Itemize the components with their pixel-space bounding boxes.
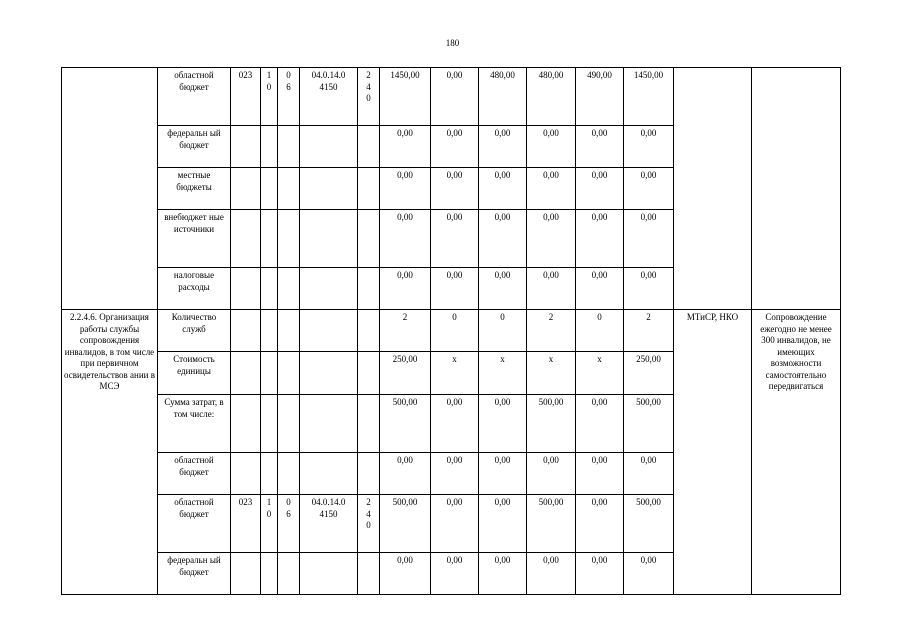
funding-source-cell: Количество служб bbox=[158, 310, 231, 352]
kbk-type-cell-part: 2 bbox=[366, 497, 371, 507]
amount-cell: 0,00 bbox=[576, 495, 624, 553]
amount-cell: 480,00 bbox=[527, 68, 576, 126]
kbk-target-cell bbox=[300, 352, 358, 395]
kbk-section-cell-part: 0 bbox=[266, 508, 272, 519]
table-row bbox=[62, 310, 841, 352]
funding-source-cell: областной бюджет bbox=[158, 453, 231, 495]
kbk-subsection-cell bbox=[278, 352, 300, 395]
amount-cell: 0,00 bbox=[380, 268, 431, 310]
kbk-admin-cell bbox=[231, 268, 261, 310]
amount-cell: х bbox=[527, 352, 576, 395]
amount-cell: х bbox=[576, 352, 624, 395]
funding-source-cell: Сумма затрат, в том числе: bbox=[158, 395, 231, 453]
kbk-admin-cell bbox=[231, 453, 261, 495]
amount-cell: 0,00 bbox=[527, 126, 576, 168]
kbk-admin-cell bbox=[231, 395, 261, 453]
amount-cell: 0,00 bbox=[527, 268, 576, 310]
kbk-type-cell-part: 2 bbox=[366, 70, 371, 80]
amount-cell: 0,00 bbox=[527, 210, 576, 268]
kbk-subsection-cell bbox=[278, 68, 300, 126]
kbk-subsection-cell bbox=[278, 395, 300, 453]
amount-cell: 250,00 bbox=[624, 352, 674, 395]
amount-cell: 0,00 bbox=[624, 553, 674, 595]
blank-result-cell bbox=[752, 68, 841, 310]
kbk-section-cell bbox=[261, 126, 278, 168]
amount-cell: 0,00 bbox=[380, 553, 431, 595]
amount-cell: 480,00 bbox=[479, 68, 527, 126]
kbk-admin-cell: 023 bbox=[231, 495, 261, 553]
amount-cell: 0,00 bbox=[431, 210, 479, 268]
kbk-target-cell bbox=[300, 68, 358, 126]
amount-cell: 500,00 bbox=[527, 395, 576, 453]
amount-cell: 0,00 bbox=[380, 168, 431, 210]
kbk-target-cell bbox=[300, 168, 358, 210]
amount-cell: 0,00 bbox=[479, 210, 527, 268]
amount-cell: 0,00 bbox=[527, 453, 576, 495]
kbk-section-cell-part: 1 bbox=[266, 497, 272, 507]
blank-activity-cell bbox=[62, 68, 158, 310]
kbk-subsection-cell-part: 0 bbox=[286, 497, 291, 507]
kbk-target-cell bbox=[300, 126, 358, 168]
kbk-type-cell bbox=[358, 210, 380, 268]
amount-cell: 0,00 bbox=[576, 453, 624, 495]
amount-cell: 0,00 bbox=[479, 453, 527, 495]
amount-cell: 0,00 bbox=[380, 210, 431, 268]
amount-cell: 2 bbox=[380, 310, 431, 352]
funding-source-cell: областной бюджет bbox=[158, 495, 231, 553]
amount-cell: 0,00 bbox=[576, 168, 624, 210]
kbk-target-cell-part: 4150 bbox=[319, 508, 338, 519]
kbk-type-cell-part: 0 bbox=[366, 520, 371, 530]
kbk-type-cell-part: 4 bbox=[366, 81, 371, 92]
amount-cell: 0,00 bbox=[479, 268, 527, 310]
kbk-target-cell bbox=[300, 268, 358, 310]
amount-cell: 0 bbox=[431, 310, 479, 352]
table-row bbox=[62, 68, 841, 126]
kbk-section-cell bbox=[261, 453, 278, 495]
kbk-section-cell bbox=[261, 553, 278, 595]
kbk-target-cell bbox=[300, 395, 358, 453]
funding-source-cell: внебюджет ные источники bbox=[158, 210, 231, 268]
kbk-target-cell-part: 04.0.14.0 bbox=[311, 70, 346, 80]
kbk-type-cell bbox=[358, 553, 380, 595]
activity-section bbox=[62, 310, 841, 595]
kbk-subsection-cell bbox=[278, 553, 300, 595]
kbk-section-cell bbox=[261, 495, 278, 553]
amount-cell: 0,00 bbox=[624, 168, 674, 210]
kbk-section-cell bbox=[261, 68, 278, 126]
kbk-target-cell-part: 04.0.14.0 bbox=[311, 497, 346, 507]
kbk-admin-cell bbox=[231, 126, 261, 168]
kbk-subsection-cell bbox=[278, 126, 300, 168]
kbk-admin-cell bbox=[231, 352, 261, 395]
kbk-section-cell bbox=[261, 168, 278, 210]
amount-cell: 0,00 bbox=[431, 495, 479, 553]
amount-cell: 0,00 bbox=[624, 268, 674, 310]
amount-cell: 0,00 bbox=[431, 395, 479, 453]
funding-source-cell: федеральн ый бюджет bbox=[158, 553, 231, 595]
amount-cell: 500,00 bbox=[527, 495, 576, 553]
amount-cell: 1450,00 bbox=[624, 68, 674, 126]
kbk-target-cell bbox=[300, 453, 358, 495]
funding-source-cell: областной бюджет bbox=[158, 68, 231, 126]
kbk-section-cell-part: 1 bbox=[266, 70, 272, 80]
amount-cell: 0,00 bbox=[380, 126, 431, 168]
kbk-subsection-cell bbox=[278, 453, 300, 495]
amount-cell: 0,00 bbox=[479, 553, 527, 595]
kbk-subsection-cell bbox=[278, 268, 300, 310]
blank-executor-cell bbox=[674, 68, 752, 310]
amount-cell: 0 bbox=[479, 310, 527, 352]
kbk-section-cell bbox=[261, 268, 278, 310]
budget-table bbox=[61, 67, 841, 595]
kbk-admin-cell bbox=[231, 553, 261, 595]
amount-cell: 250,00 bbox=[380, 352, 431, 395]
amount-cell: 0,00 bbox=[479, 168, 527, 210]
kbk-section-cell bbox=[261, 395, 278, 453]
amount-cell: 0,00 bbox=[576, 395, 624, 453]
amount-cell: 0,00 bbox=[479, 395, 527, 453]
kbk-subsection-cell bbox=[278, 495, 300, 553]
amount-cell: 500,00 bbox=[624, 495, 674, 553]
amount-cell: 0,00 bbox=[431, 453, 479, 495]
amount-cell: 0,00 bbox=[576, 210, 624, 268]
kbk-admin-cell bbox=[231, 168, 261, 210]
amount-cell: 0,00 bbox=[624, 453, 674, 495]
kbk-type-cell bbox=[358, 495, 380, 553]
kbk-target-cell-part: 4150 bbox=[319, 81, 338, 92]
amount-cell: 0,00 bbox=[527, 168, 576, 210]
funding-source-cell: федеральн ый бюджет bbox=[158, 126, 231, 168]
amount-cell: 500,00 bbox=[380, 395, 431, 453]
page-number: 180 bbox=[445, 38, 460, 48]
amount-cell: 500,00 bbox=[380, 495, 431, 553]
kbk-subsection-cell-part: 6 bbox=[286, 81, 291, 92]
kbk-section-cell bbox=[261, 210, 278, 268]
kbk-type-cell bbox=[358, 68, 380, 126]
amount-cell: 0,00 bbox=[624, 126, 674, 168]
amount-cell: 0,00 bbox=[479, 126, 527, 168]
amount-cell: 0,00 bbox=[624, 210, 674, 268]
amount-cell: 0,00 bbox=[431, 126, 479, 168]
kbk-type-cell bbox=[358, 352, 380, 395]
kbk-subsection-cell-part: 6 bbox=[286, 508, 291, 519]
kbk-admin-cell: 023 bbox=[231, 68, 261, 126]
kbk-type-cell bbox=[358, 126, 380, 168]
funding-source-cell: налоговые расходы bbox=[158, 268, 231, 310]
amount-cell: х bbox=[479, 352, 527, 395]
funding-source-cell: Стоимость единицы bbox=[158, 352, 231, 395]
kbk-target-cell bbox=[300, 495, 358, 553]
funding-source-cell: местные бюджеты bbox=[158, 168, 231, 210]
kbk-type-cell-part: 4 bbox=[366, 508, 371, 519]
kbk-admin-cell bbox=[231, 310, 261, 352]
amount-cell: 0,00 bbox=[576, 268, 624, 310]
kbk-type-cell bbox=[358, 168, 380, 210]
kbk-target-cell bbox=[300, 553, 358, 595]
kbk-section-cell bbox=[261, 352, 278, 395]
amount-cell: 0,00 bbox=[431, 168, 479, 210]
kbk-subsection-cell bbox=[278, 210, 300, 268]
kbk-subsection-cell bbox=[278, 310, 300, 352]
kbk-type-cell bbox=[358, 268, 380, 310]
amount-cell: 500,00 bbox=[624, 395, 674, 453]
amount-cell: 0,00 bbox=[576, 553, 624, 595]
amount-cell: 0,00 bbox=[431, 553, 479, 595]
amount-cell: 490,00 bbox=[576, 68, 624, 126]
kbk-type-cell bbox=[358, 395, 380, 453]
executor-cell: МТиСР, НКО bbox=[674, 310, 752, 595]
kbk-target-cell bbox=[300, 210, 358, 268]
amount-cell: 2 bbox=[527, 310, 576, 352]
amount-cell: х bbox=[431, 352, 479, 395]
kbk-type-cell-part: 0 bbox=[366, 93, 371, 103]
kbk-subsection-cell-part: 0 bbox=[286, 70, 291, 80]
kbk-section-cell-part: 0 bbox=[266, 81, 272, 92]
amount-cell: 0,00 bbox=[527, 553, 576, 595]
amount-cell: 0,00 bbox=[479, 495, 527, 553]
amount-cell: 0 bbox=[576, 310, 624, 352]
amount-cell: 0,00 bbox=[576, 126, 624, 168]
amount-cell: 0,00 bbox=[431, 68, 479, 126]
kbk-target-cell bbox=[300, 310, 358, 352]
amount-cell: 2 bbox=[624, 310, 674, 352]
upper-section bbox=[62, 68, 841, 310]
kbk-admin-cell bbox=[231, 210, 261, 268]
kbk-section-cell bbox=[261, 310, 278, 352]
activity-title-cell: 2.2.4.6. Организация работы службы сопровождения инвалидов, в том числе при первичном освидетельствов ании в МСЭ bbox=[62, 310, 158, 595]
kbk-subsection-cell bbox=[278, 168, 300, 210]
expected-result-cell: Сопровождение ежегодно не менее 300 инвалидов, не имеющих возможности самостоятельно передвигаться bbox=[752, 310, 841, 595]
amount-cell: 1450,00 bbox=[380, 68, 431, 126]
amount-cell: 0,00 bbox=[431, 268, 479, 310]
kbk-type-cell bbox=[358, 310, 380, 352]
kbk-type-cell bbox=[358, 453, 380, 495]
amount-cell: 0,00 bbox=[380, 453, 431, 495]
